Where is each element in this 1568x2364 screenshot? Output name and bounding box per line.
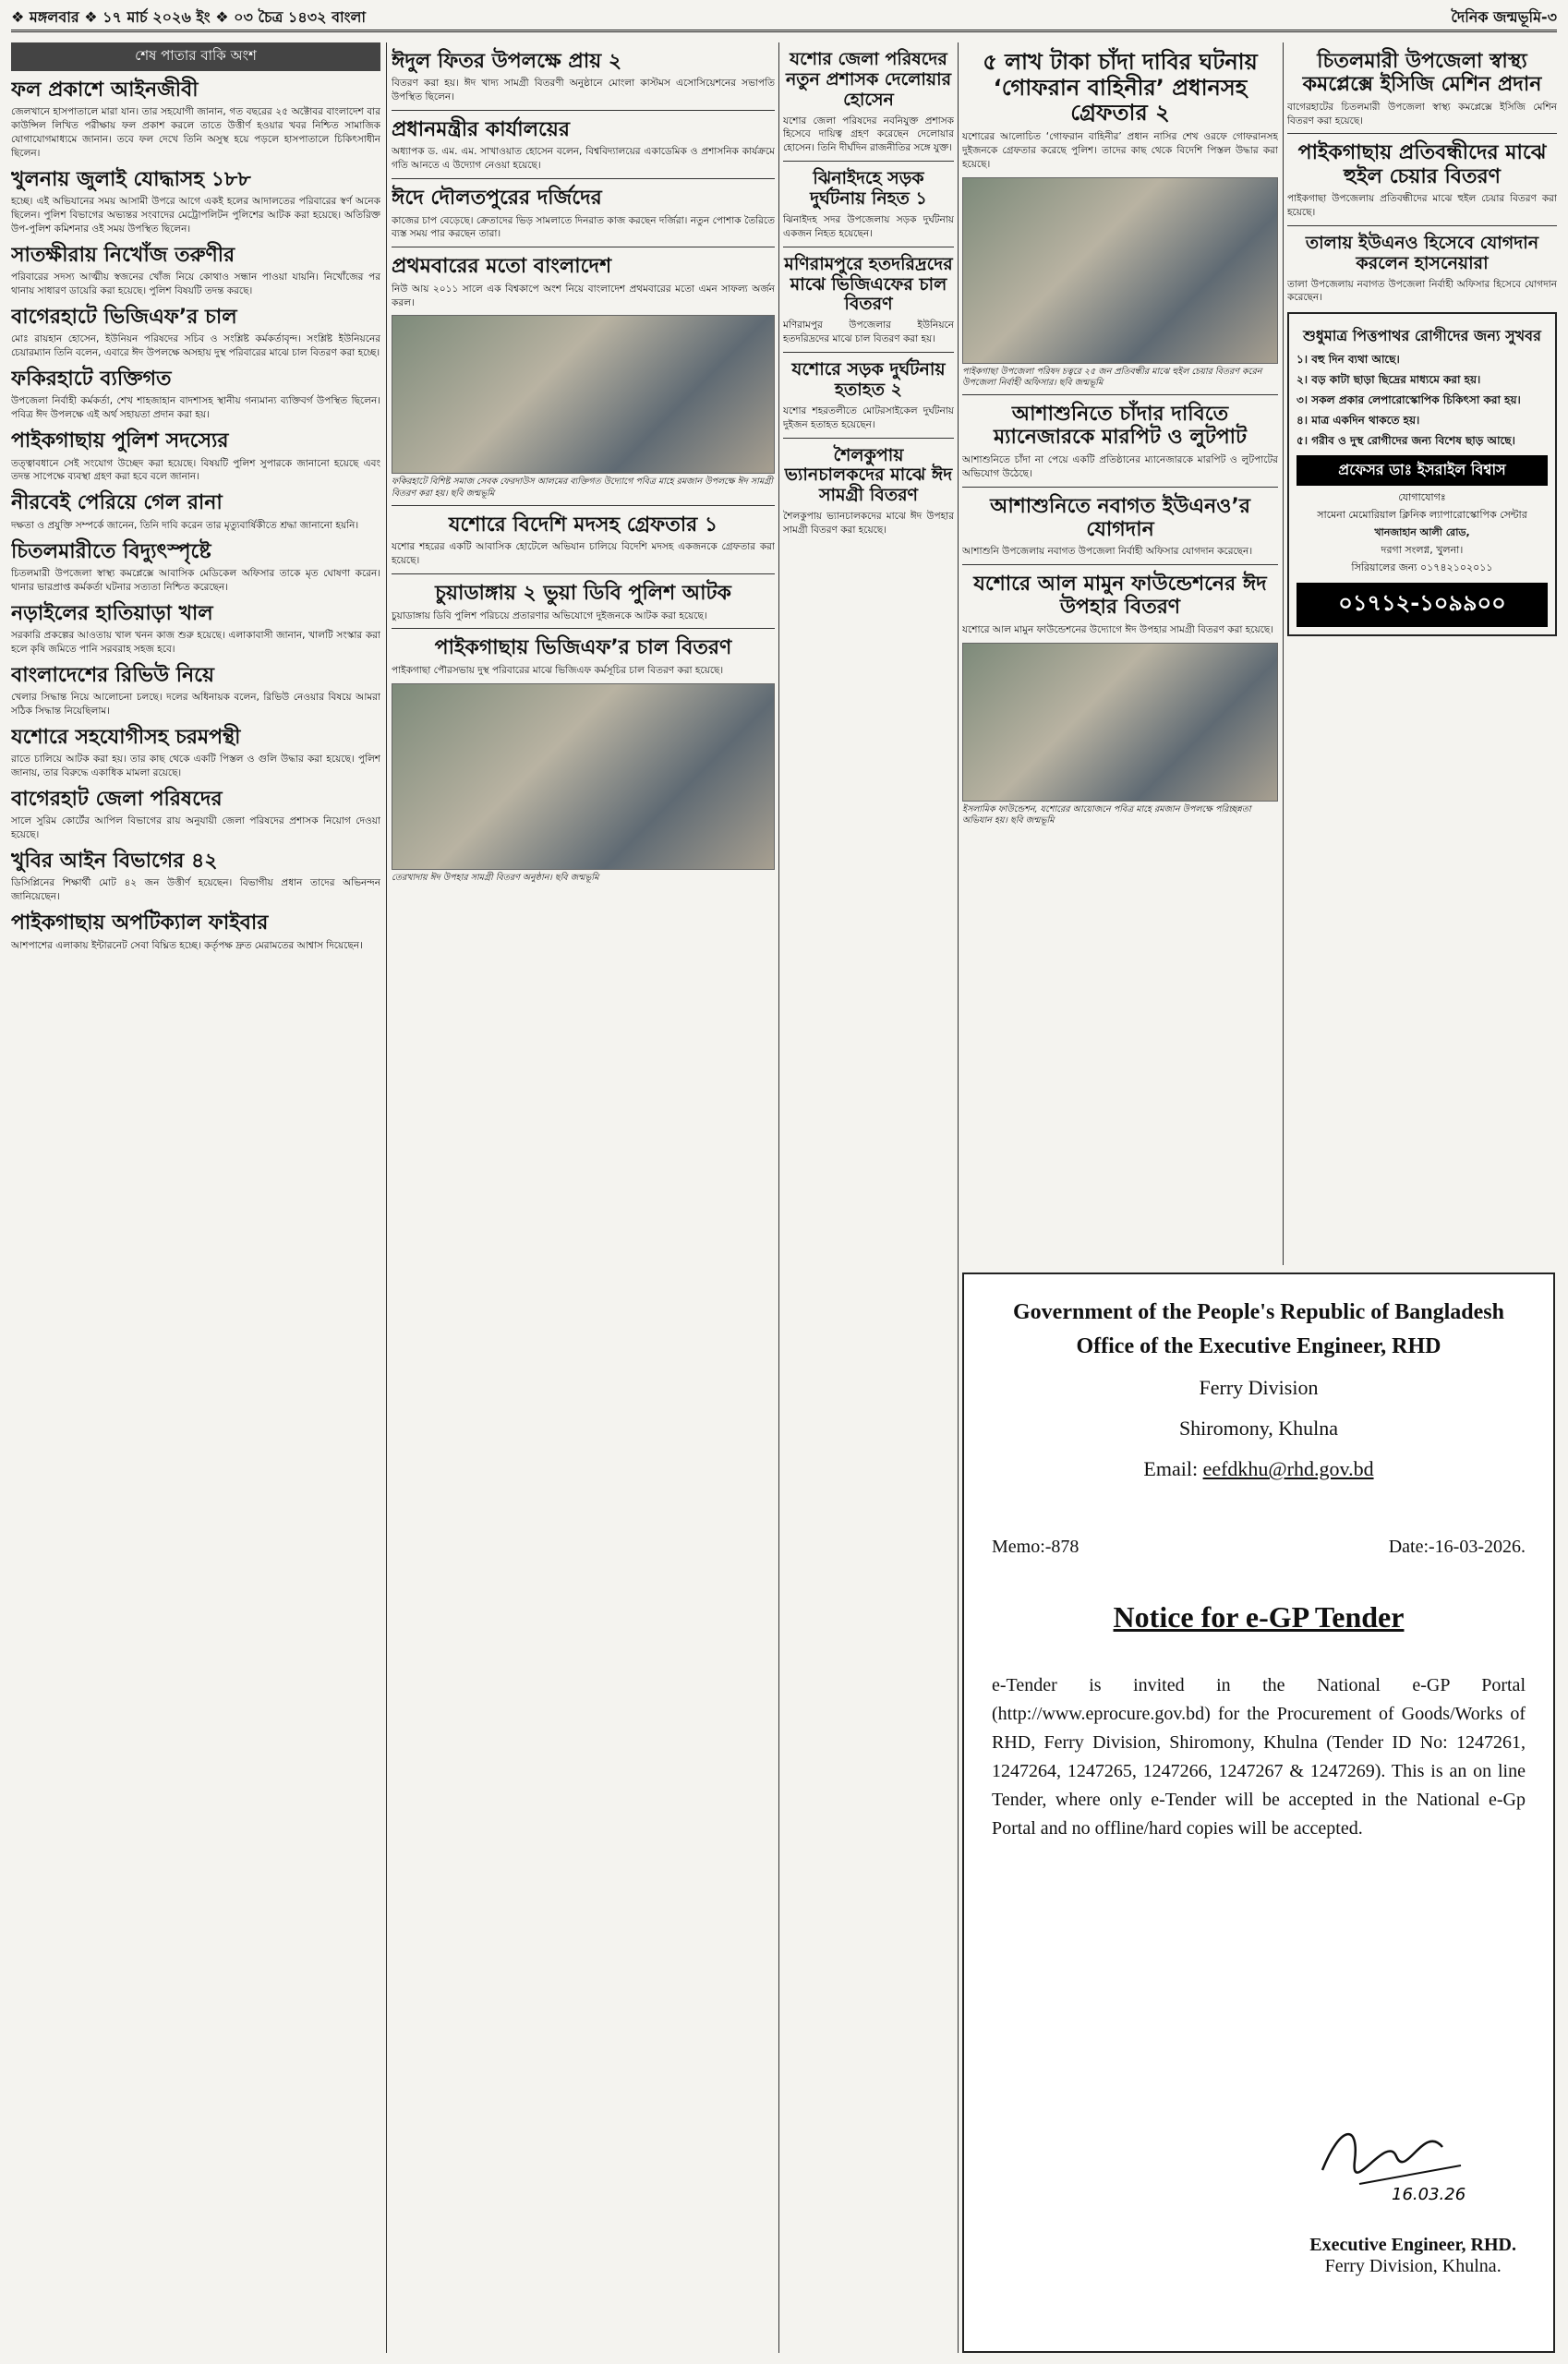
ad-item: ৫। গরীব ও দুস্থ রোগীদের জন্য বিশেষ ছাড় আছে।	[1297, 434, 1515, 448]
article-body: চিতলমারী উপজেলা স্বাস্থ্য কমপ্লেক্সে আবাসিক মেডিকেল অফিসার তাকে মৃত ঘোষণা করেন। থানার ভারপ্রাপ্ত কর্মকর্তা ঘটনার সত্যতা নিশ্চিত করেছেন।	[11, 567, 380, 593]
headline[interactable]: পাইকগাছায় পুলিশ সদস্যের	[11, 429, 229, 453]
news-photo	[392, 315, 775, 474]
article	[392, 118, 775, 173]
article-body: আশাশুনিতে চাঁদা না পেয়ে একটি প্রতিষ্ঠানের ম্যানেজারকে মারপিট ও লুটপাটের অভিযোগ উঠেছে।	[962, 453, 1278, 479]
headline[interactable]: সাতক্ষীরায় নিখোঁজ তরুণীর	[11, 243, 235, 267]
headline[interactable]: যশোরে সহযোগীসহ চরমপন্থী	[11, 725, 241, 749]
article-body: ডিসিপ্লিনের শিক্ষার্থী মোট ৪২ জন উত্তীর্ণ হয়েছেন। বিভাগীয় প্রধান তাদের অভিনন্দন জানিয়েছেন।	[11, 877, 380, 903]
article-body: হচ্ছে। এই অভিযানের সময় আসামী উপরে আগে একই হলের আদালতের পরিবারের স্বর্ণ অনেক ছিলেন। পুলিশ বিভাগের অভ্যন্তর সংবাদের মেট্রোপলিটন পুলিশের আটক করা হয়েছে। অতিরিক্ত উপ-পুলিশ কমিশনার ওই সময় উপস্থিত ছিলেন।	[11, 196, 380, 235]
headline[interactable]: চিতলমারী উপজেলা স্বাস্থ্য কমপ্লেক্সে ইসিজি মেশিন প্রদান	[1302, 50, 1542, 97]
news-photo	[392, 683, 775, 870]
ad-item: ৪। মাত্র একদিন থাকতে হয়।	[1297, 414, 1420, 428]
notice-email-line	[992, 1457, 1526, 1481]
article	[11, 911, 380, 952]
article	[11, 244, 380, 298]
ad-item: ২। বড় কাটা ছাড়া ছিদ্রের মাধ্যমে করা হয়।	[1297, 373, 1481, 387]
headline[interactable]: বাগেরহাটে ভিজিএফ’র চাল	[11, 306, 237, 330]
article	[11, 540, 380, 595]
article	[962, 573, 1278, 637]
ad-contact-label: যোগাযোগঃ	[1398, 491, 1446, 504]
article	[783, 169, 954, 241]
notice-division: Ferry Division	[1199, 1376, 1319, 1399]
email-label: Email:	[1143, 1457, 1203, 1480]
paper-name-page: দৈনিক জন্মভূমি-৩	[1451, 7, 1557, 26]
photo-caption: তেরখাদায় ঈদ উপহার সামগ্রী বিতরণ অনুষ্ঠান। ছবি জন্মভূমি	[392, 872, 599, 883]
headline[interactable]: পাইকগাছায় অপটিক্যাল ফাইবার	[11, 911, 269, 935]
column-regional-news	[783, 42, 954, 2353]
headline[interactable]: পাইকগাছায় ভিজিএফ’র চাল বিতরণ	[434, 636, 732, 660]
article	[962, 50, 1278, 172]
headline[interactable]: নড়াইলের হাতিয়াড়া খাল	[11, 601, 213, 625]
article	[783, 446, 954, 537]
article	[1287, 234, 1557, 306]
article	[11, 788, 380, 842]
article-body: খেলার সিদ্ধান্ত নিয়ে আলোচনা চলছে। দলের অধিনায়ক বলেন, রিভিউ নেওয়ার বিষয়ে আমরা সঠিক সিদ্ধান্ত নিয়েছিলাম।	[11, 692, 380, 717]
headline[interactable]: যশোরে বিদেশি মদসহ গ্রেফতার ১	[448, 513, 718, 537]
article	[11, 368, 380, 422]
article	[962, 403, 1278, 480]
article-body: বিতরণ করা হয়। ঈদ খাদ্য সামগ্রী বিতরণী অনুষ্ঠানে মোংলা কাস্টমস এসোসিয়েশনের সভাপতি উপস্থিত ছিলেন।	[392, 78, 775, 103]
article-body: পরিবারের সদস্য আত্মীয় স্বজনের খোঁজ নিয়ে কোথাও সন্ধান পাওয়া যায়নি। নিখোঁজের পর থানায় সাধারণ ডায়েরি করা হয়েছে। পুলিশ বিষয়টি তদন্ত করছে।	[11, 271, 380, 297]
headline[interactable]: চিতলমারীতে বিদ্যুৎস্পৃষ্টে	[11, 539, 211, 563]
notice-title: Notice for e-GP Tender	[1113, 1600, 1405, 1634]
article-body: কাজের চাপ বেড়েছে। ক্রেতাদের ভিড় সামলাতে দিনরাত কাজ করছেন দর্জিরা। নতুন পোশাক তৈরিতে ব্যস্ত সময় পার করছেন তারা।	[392, 214, 775, 240]
article	[392, 636, 775, 677]
article-body: আশাশুনি উপজেলায় নবাগত উপজেলা নির্বাহী অফিসার যোগদান করেছেন।	[962, 546, 1253, 558]
article-body: বাগেরহাটের চিতলমারী উপজেলা স্বাস্থ্য কমপ্লেক্সে ইসিজি মেশিন বিতরণ করা হয়েছে।	[1287, 101, 1557, 127]
article	[11, 306, 380, 360]
article-body: আশপাশের এলাকায় ইন্টারনেট সেবা বিঘ্নিত হচ্ছে। কর্তৃপক্ষ দ্রুত মেরামতের আশ্বাস দিয়েছেন।	[11, 939, 363, 951]
headline[interactable]: ঝিনাইদহে সড়ক দুর্ঘটনায় নিহত ১	[810, 168, 927, 210]
column-divider	[386, 42, 387, 2353]
article-body: যশোরের আলোচিত ‘গোফরান বাহিনীর’ প্রধান নাসির শেখ ওরফে গোফরানসহ দুইজনকে গ্রেফতার করেছে পুলিশ। তাদের কাছ থেকে বিদেশি পিস্তল উদ্ধার করা হয়েছে।	[962, 130, 1278, 170]
ad-item: ১। বহু দিন ব্যথা আছে।	[1297, 353, 1400, 367]
headline[interactable]: ফকিরহাটে ব্যক্তিগত	[11, 368, 172, 392]
issue-date: ❖ মঙ্গলবার ❖ ১৭ মার্চ ২০২৬ ইং ❖ ০৩ চৈত্র ১৪৩২ বাংলা	[11, 7, 367, 26]
headline[interactable]: ৫ লাখ টাকা চাঁদা দাবির ঘটনায় ‘গোফরান বাহিনীর’ প্রধানসহ গ্রেফতার ২	[983, 49, 1258, 127]
clinic-advertisement	[1287, 312, 1557, 636]
article	[1287, 141, 1557, 219]
article	[11, 664, 380, 718]
article	[392, 513, 775, 568]
signature-icon	[1304, 2105, 1489, 2207]
headline[interactable]: খুলনায় জুলাই যোদ্ধাসহ ১৮৮	[11, 167, 251, 191]
article-body: চুয়াডাঙ্গায় ডিবি পুলিশ পরিচয়ে প্রতারণার অভিযোগে দুইজনকে আটক করা হয়েছে।	[392, 609, 707, 621]
memo-number: Memo:-878	[992, 1537, 1080, 1557]
headline[interactable]: তালায় ইউএনও হিসেবে যোগদান করলেন হাসনেয়ারা	[1305, 232, 1539, 273]
article	[783, 360, 954, 432]
article-body: তালা উপজেলায় নবাগত উপজেলা নির্বাহী অফিসার হিসেবে যোগদান করেছেন।	[1287, 278, 1557, 304]
column-lead-news	[962, 42, 1278, 1261]
tender-notice	[962, 1272, 1555, 2353]
article-body: শৈলকুপায় ভ্যানচালকদের মাঝে ঈদ উপহার সামগ্রী বিতরণ করা হয়েছে।	[783, 511, 954, 537]
article	[11, 850, 380, 904]
continued-banner: শেষ পাতার বাকি অংশ	[11, 42, 380, 71]
article	[11, 726, 380, 780]
article-body: দক্ষতা ও প্রযুক্তি সম্পর্কে জানেন, তিনি দাবি করেন তার মৃত্যুবার্ষিকীতে শ্রদ্ধা জানানো হয়নি।	[11, 519, 359, 531]
article	[392, 582, 775, 622]
column-divider	[958, 42, 959, 2353]
article	[11, 429, 380, 484]
notice-office: Office of the Executive Engineer, RHD	[1076, 1334, 1441, 1358]
article	[11, 491, 380, 532]
article-body: উপজেলা নির্বাহী কর্মকর্তা, শেখ শাহজাহান বাদশাসহ স্থানীয় গন্যমান্য ব্যক্তিবর্গ উপস্থিত ছিলেন। পবিত্র ঈদ উপলক্ষে এই অর্থ সহায়তা প্রদান করা হয়।	[11, 395, 380, 421]
headline[interactable]: চুয়াডাঙ্গায় ২ ভুয়া ডিবি পুলিশ আটক	[435, 582, 731, 606]
article	[11, 78, 380, 161]
photo-caption: পাইকগাছা উপজেলা পরিষদ চত্বরে ২৫ জন প্রতিবন্ধীর মাঝে হুইল চেয়ার বিতরণ করেন উপজেলা নির্বাহী অফিসার। ছবি জন্মভূমি	[962, 366, 1262, 388]
article-body: পাইকগাছা পৌরসভায় দুস্থ পরিবারের মাঝে ভিজিএফ কর্মসূচির চাল বিতরণ করা হয়েছে।	[392, 664, 724, 676]
headline[interactable]: বাগেরহাট জেলা পরিষদের	[11, 788, 223, 812]
headline[interactable]: মণিরামপুরে হতদরিদ্রদের মাঝে ভিজিএফের চাল বিতরণ	[784, 253, 953, 315]
headline[interactable]: প্রধানমন্ত্রীর কার্যালয়ের	[392, 118, 570, 142]
email-link[interactable]: eefdkhu@rhd.gov.bd	[1202, 1457, 1374, 1480]
article-body: রাতে চালিয়ে আটক করা হয়। তার কাছ থেকে একটি পিস্তল ও গুলি উদ্ধার করা হয়েছে। পুলিশ জানায়, তার বিরুদ্ধে একাধিক মামলা রয়েছে।	[11, 754, 380, 779]
article-body: মণিরামপুর উপজেলার ইউনিয়নে হতদরিদ্রদের মাঝে চাল বিতরণ করা হয়।	[783, 320, 954, 345]
notice-location: Shiromony, Khulna	[1178, 1417, 1339, 1440]
article	[962, 495, 1278, 560]
ad-road: খানজাহান আলী রোড,	[1374, 526, 1470, 539]
article	[392, 255, 775, 309]
article	[1287, 50, 1557, 127]
column-divider	[1283, 42, 1284, 1265]
headline[interactable]: আশাশুনিতে চাঁদার দাবিতে ম্যানেজারকে মারপিট ও লুটপাট	[993, 403, 1248, 450]
article-body: যশোরে আল মামুন ফাউন্ডেশনের উদ্যোগে ঈদ উপহার সামগ্রী বিতরণ করা হয়েছে।	[962, 623, 1273, 635]
photo-caption: ইসলামিক ফাউন্ডেশন, যশোরের আয়োজনে পবিত্র মাহে রমজান উপলক্ষে পরিচ্ছন্নতা অভিযান হয়। ছবি জন্মভূমি	[962, 803, 1251, 826]
article-body: সরকারি প্রকল্পের আওতায় খাল খনন কাজ শুরু হয়েছে। এলাকাবাসী জানান, খালটি সংস্কার করা হলে কৃষি জমিতে পানি সরবরাহ সহজ হবে।	[11, 629, 380, 655]
article-body: তত্ত্বাবধানে সেই সংযোগ উচ্ছেদ করা হয়েছে। বিষয়টি পুলিশ সুপারকে জানানো হয়েছে এবং তদন্ত সাপেক্ষে ব্যবস্থা গ্রহণ করা হবে বলে জানান।	[11, 457, 380, 483]
ad-title: শুধুমাত্র পিত্তপাথর রোগীদের জন্য সুখবর	[1303, 327, 1541, 345]
ad-address: দরগা সংলগ্ন, খুলনা।	[1381, 544, 1464, 557]
article-body: পাইকগাছা উপজেলায় প্রতিবন্ধীদের মাঝে হুইল চেয়ার বিতরণ করা হয়েছে।	[1287, 193, 1557, 218]
ad-doctor: প্রফেসর ডাঃ ইসরাইল বিশ্বাস	[1297, 455, 1548, 486]
ad-item: ৩। সকল প্রকার লেপারোস্কোপিক চিকিৎসা করা হয়।	[1297, 393, 1521, 407]
article-body: জেলখানে হাসপাতালে মারা যান। তার সহযোগী জানান, গত বছরের ২৫ অক্টোবর বাংলাদেশ বার কাউন্সিল লিখিত পরীক্ষায় ফল প্রকাশ করলে তাতে উত্তীর্ণ হওয়ার খবর নিশ্চিত সামাজিক যোগাযোগমাধ্যমে জানান। তবে ফল দেখে তিনি অসুস্থ হয়ে পড়লে হাসপাতালে চিকিৎসাধীন ছিলেন।	[11, 106, 380, 160]
notice-memo-row	[992, 1537, 1526, 1558]
news-photo	[962, 177, 1278, 364]
signature-date: 16.03.26	[1392, 2185, 1466, 2204]
article	[392, 187, 775, 241]
ad-reg: সিরিয়ালের জন্য ০১৭৪২১০২০১১	[1351, 561, 1493, 574]
article	[11, 168, 380, 236]
headline[interactable]: যশোর জেলা পরিষদের নতুন প্রশাসক দেলোয়ার হোসেন	[785, 49, 952, 110]
article-body: যশোর শহরতলীতে মোটরসাইকেল দুর্ঘটনায় দুইজন হতাহত হয়েছেন।	[783, 404, 954, 430]
article	[11, 602, 380, 657]
notice-signatory	[1309, 2235, 1516, 2277]
ad-phone[interactable]: ০১৭১২-১০৯৯০০	[1297, 583, 1548, 627]
article	[392, 50, 775, 104]
article-body: নিউ আয় ২০১১ সালে এক বিশ্বকাপে অংশ নিয়ে বাংলাদেশ প্রথমবারের মতো এমন সাফল্য অর্জন করল।	[392, 283, 775, 308]
article-body: অধ্যাপক ড. এম. এম. সাখাওয়াত হোসেন বলেন, বিশ্ববিদ্যালয়ের একাডেমিক ও প্রশাসনিক কার্যক্রমে গতি আনতে এ উদ্যোগ নেওয়া হয়েছে।	[392, 146, 775, 172]
headline[interactable]: শৈলকুপায় ভ্যানচালকদের মাঝে ঈদ সামগ্রী বিতরণ	[784, 444, 953, 506]
signatory-office: Ferry Division, Khulna.	[1324, 2256, 1502, 2276]
column-continued-news	[11, 42, 380, 2353]
article-body: যশোর শহরের একটি আবাসিক হোটেলে অভিযান চালিয়ে বিদেশি মদসহ একজনকে গ্রেফতার করা হয়েছে।	[392, 541, 775, 567]
column-main-news	[392, 42, 775, 2353]
signatory-title: Executive Engineer, RHD.	[1309, 2235, 1516, 2255]
headline[interactable]: আশাশুনিতে নবাগত ইউএনও’র যোগদান	[990, 494, 1250, 541]
headline[interactable]: প্রথমবারের মতো বাংলাদেশ	[392, 255, 612, 279]
headline[interactable]: পাইকগাছায় প্রতিবন্ধীদের মাঝে হুইল চেয়ার বিতরণ	[1297, 141, 1547, 188]
notice-body: e-Tender is invited in the National e-GP Portal (http://www.eprocure.gov.bd) for the Procurement of Goods/Works of RHD, Ferry Division, Shiromony, Khulna (Tender ID No: 1247261, 1247264, 1247265, 1247266, 1247267 & 1247269). This is an on line Tender, where only e-Tender will be accepted in the National e-Gp Portal and no offline/hard copies will be accepted.	[992, 1675, 1526, 1839]
headline[interactable]: খুবির আইন বিভাগের ৪২	[11, 850, 218, 874]
notice-date: Date:-16-03-2026.	[1388, 1537, 1526, 1557]
article-body: ঝিনাইদহ সদর উপজেলায় সড়ক দুর্ঘটনায় একজন নিহত হয়েছেন।	[783, 213, 954, 239]
notice-government: Government of the People's Republic of Bangladesh	[1013, 1300, 1504, 1324]
article-body: যশোর জেলা পরিষদের নবনিযুক্ত প্রশাসক হিসেবে দায়িত্ব গ্রহণ করেছেন দেলোয়ার হোসেন। তিনি দীর্ঘদিন রাজনীতির সঙ্গে যুক্ত।	[783, 115, 954, 154]
column-divider	[778, 42, 779, 2353]
headline[interactable]: ঈদে দৌলতপুরের দর্জিদের	[392, 187, 602, 211]
article	[783, 255, 954, 346]
headline[interactable]: ফল প্রকাশে আইনজীবী	[11, 78, 199, 102]
ad-clinic: সামেনা মেমোরিয়াল ক্লিনিক ল্যাপারোস্কোপিক সেন্টার	[1317, 509, 1527, 522]
photo-caption: ফকিরহাটে বিশিষ্ট সমাজ সেবক ফেরদাউস আলমের ব্যক্তিগত উদ্যোগে পবিত্র মাহে রমজান উপলক্ষে ঈদ সামগ্রী বিতরণ করা হয়। ছবি জন্মভূমি	[392, 476, 773, 499]
headline[interactable]: বাংলাদেশের রিভিউ নিয়ে	[11, 663, 214, 687]
article-body: মোঃ রায়হান হোসেন, ইউনিয়ন পরিষদের সচিব ও সংশ্লিষ্ট কর্মকর্তাবৃন্দ। সংশ্লিষ্ট ইউনিয়নের চেয়ারম্যান তিনি বলেন, এবারে ঈদ উপলক্ষে অসহায় দুস্থ পরিবারের মাঝে চাল বিতরণ করা হচ্ছে।	[11, 333, 380, 359]
page-header	[11, 6, 1557, 32]
column-right-news	[1287, 42, 1557, 1261]
headline[interactable]: যশোরে সড়ক দুর্ঘটনায় হতাহত ২	[791, 359, 946, 400]
headline[interactable]: নীরবেই পেরিয়ে গেল রানা	[11, 491, 223, 515]
news-photo	[962, 643, 1278, 802]
article	[783, 50, 954, 155]
article-body: সালে সুরিম কোর্টের আপিল বিভাগের রায় অনুযায়ী জেলা পরিষদের প্রশাসক নিয়োগ দেওয়া হয়েছে।	[11, 815, 380, 841]
headline[interactable]: যশোরে আল মামুন ফাউন্ডেশনের ঈদ উপহার বিতরণ	[973, 573, 1267, 620]
headline[interactable]: ঈদুল ফিতর উপলক্ষে প্রায় ২	[392, 50, 622, 73]
